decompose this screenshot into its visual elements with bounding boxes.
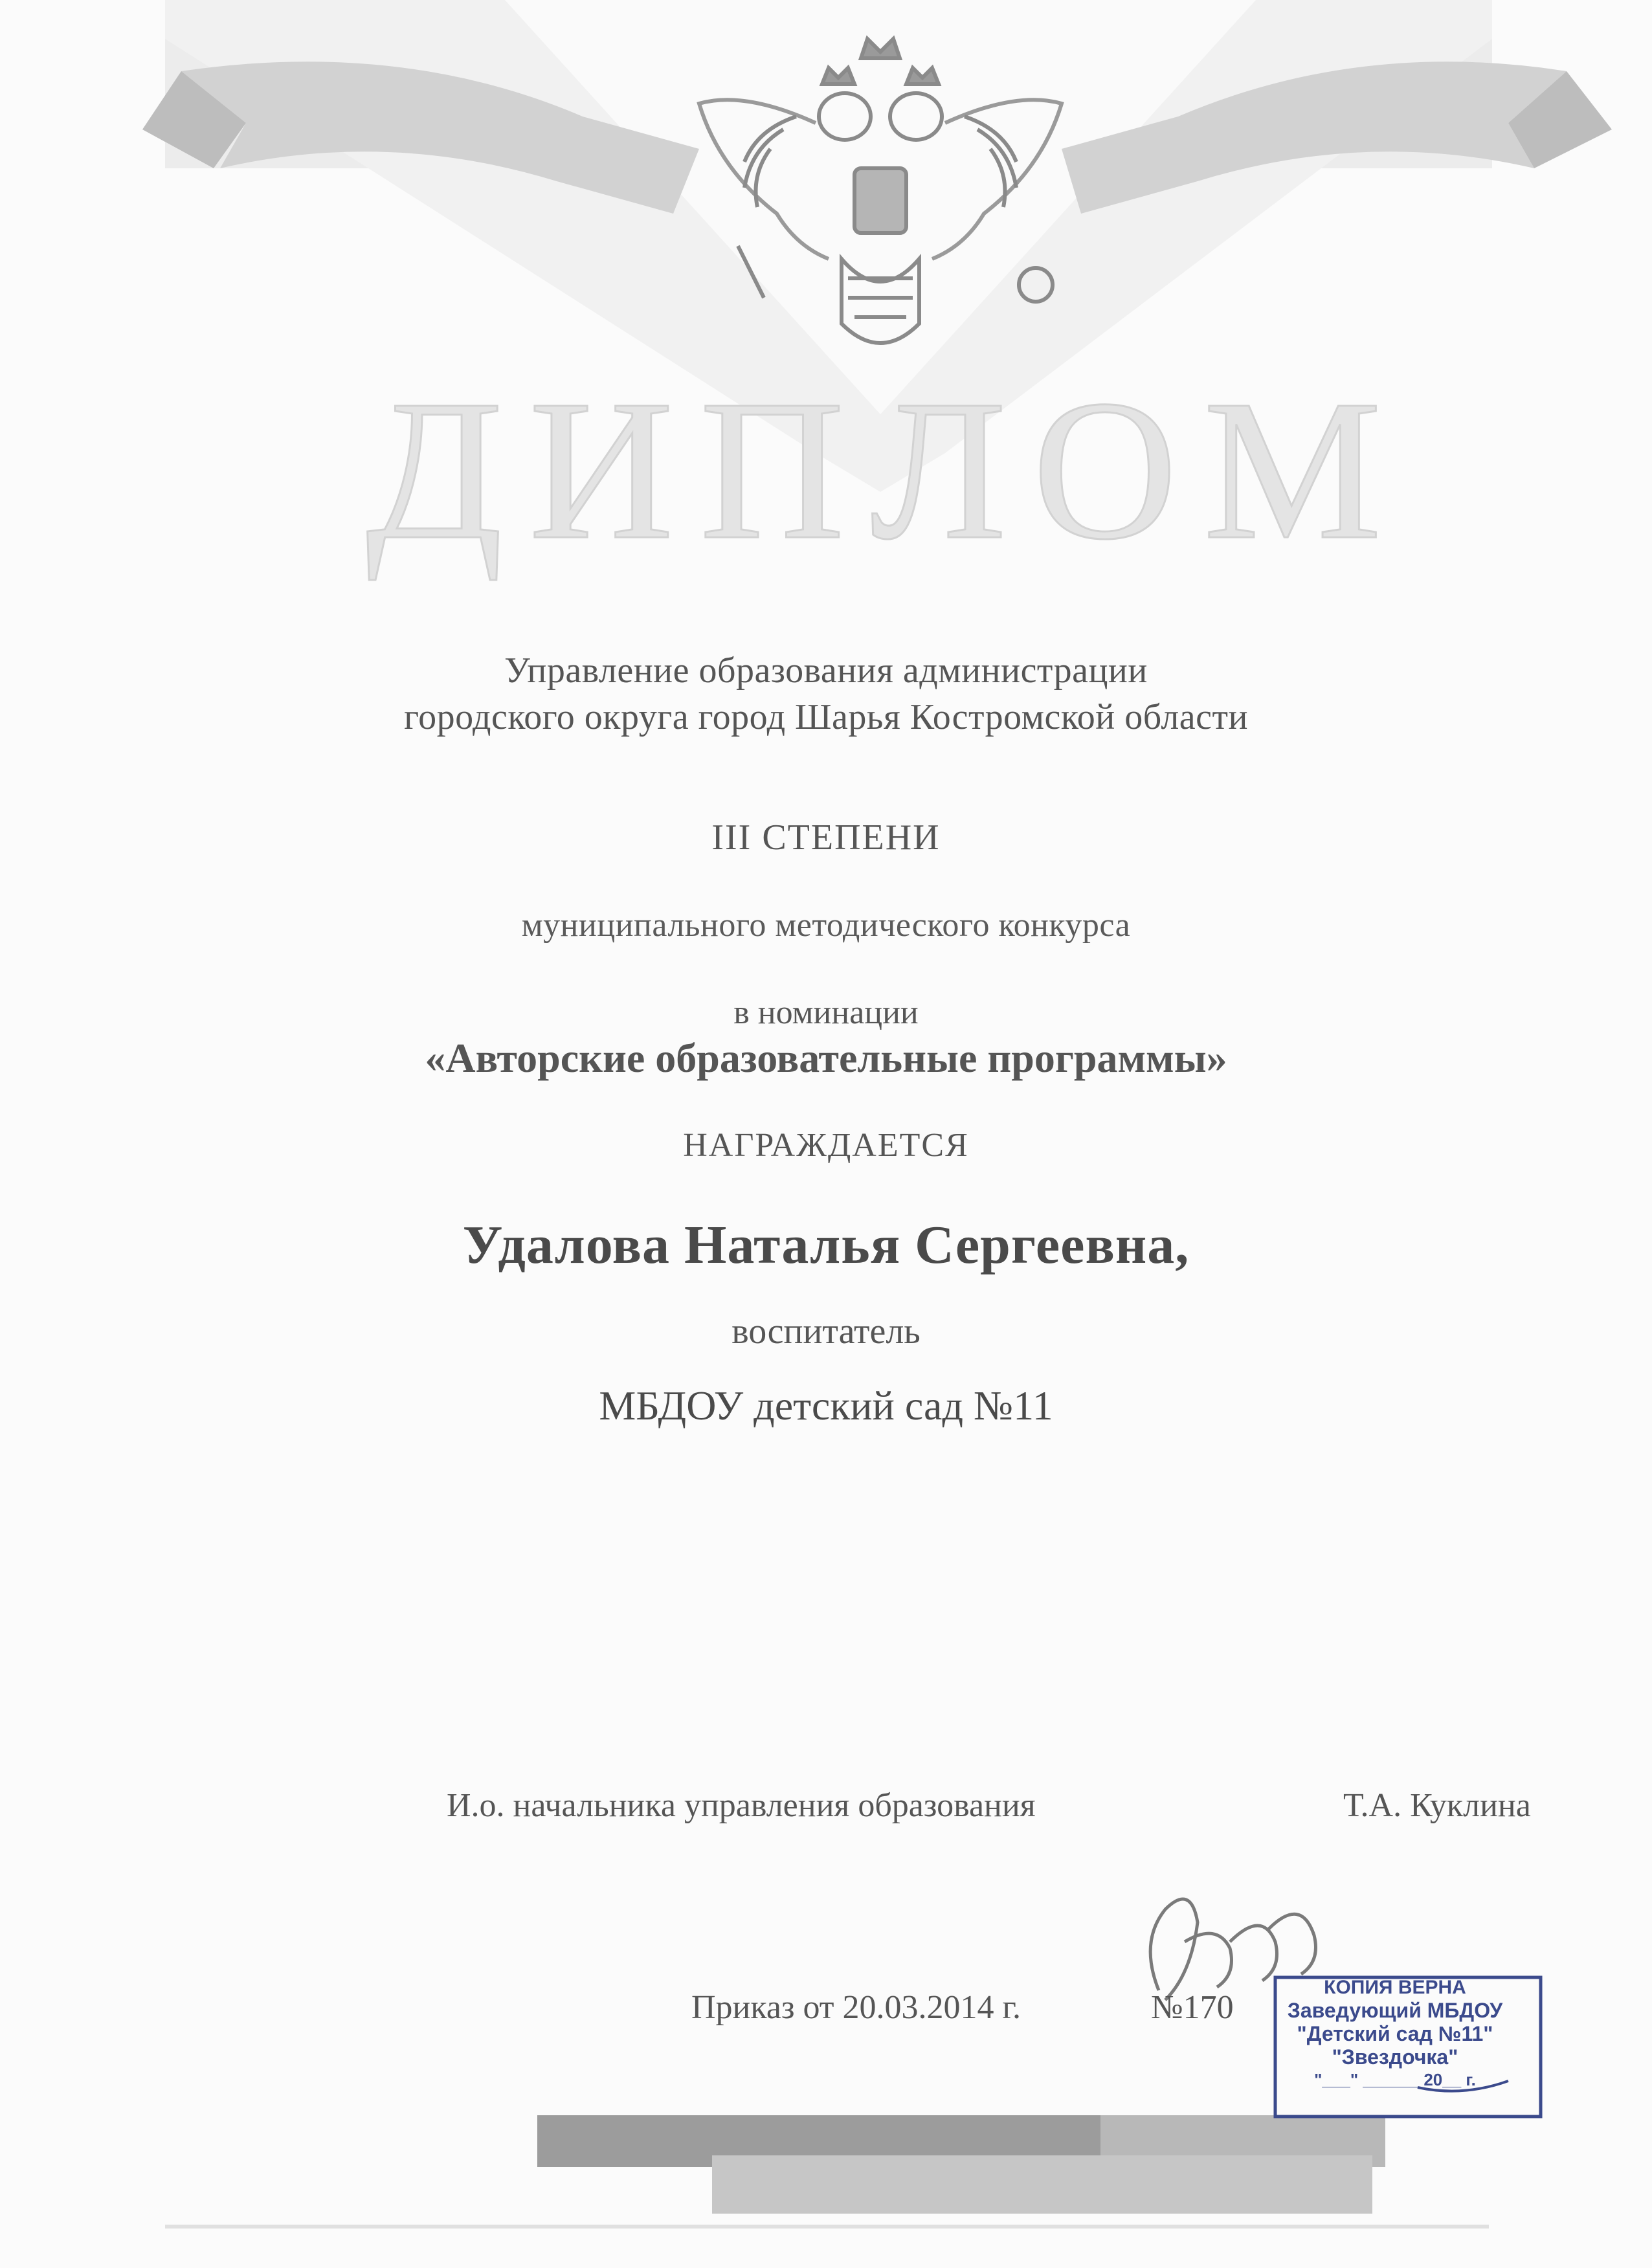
contest-name: муниципального методического конкурса: [521, 907, 1131, 944]
stamp-line-2: Заведующий МБДОУ: [1287, 1999, 1503, 2022]
certified-copy-stamp: [1272, 1974, 1544, 2123]
issuing-organization: [0, 647, 1652, 740]
order-number: №170: [1151, 1989, 1234, 2026]
stamp-line-3: "Детский сад №11": [1297, 2022, 1493, 2045]
stamp-line-1: КОПИЯ ВЕРНА: [1324, 1977, 1466, 1998]
recipient-position: воспитатель: [731, 1311, 921, 1351]
award-degree: III СТЕПЕНИ: [711, 817, 941, 858]
stamp-line-5: "___" ______ 20__ г.: [1314, 2070, 1476, 2089]
stamp-line-4: "Звездочка": [1332, 2045, 1458, 2069]
organization-line-2: городского округа город Шарья Костромской области: [404, 697, 1248, 737]
recipient-name: Удалова Наталья Сергеевна,: [462, 1215, 1190, 1275]
signer-title: И.о. начальника управления образования: [447, 1787, 1036, 1824]
diploma-title-watermark: ДИПЛОМ: [366, 359, 1408, 581]
nomination-name: «Авторские образовательные программы»: [425, 1035, 1227, 1081]
bottom-bar-center: [712, 2155, 1372, 2214]
recipient-institution: МБДОУ детский сад №11: [599, 1383, 1053, 1429]
order-date: Приказ от 20.03.2014 г.: [691, 1989, 1021, 2026]
signer-name: Т.А. Куклина: [1343, 1787, 1531, 1824]
organization-line-1: Управление образования администрации: [504, 650, 1148, 691]
awarded-label: НАГРАЖДАЕТСЯ: [683, 1127, 969, 1164]
nomination-label: в номинации: [733, 994, 919, 1031]
